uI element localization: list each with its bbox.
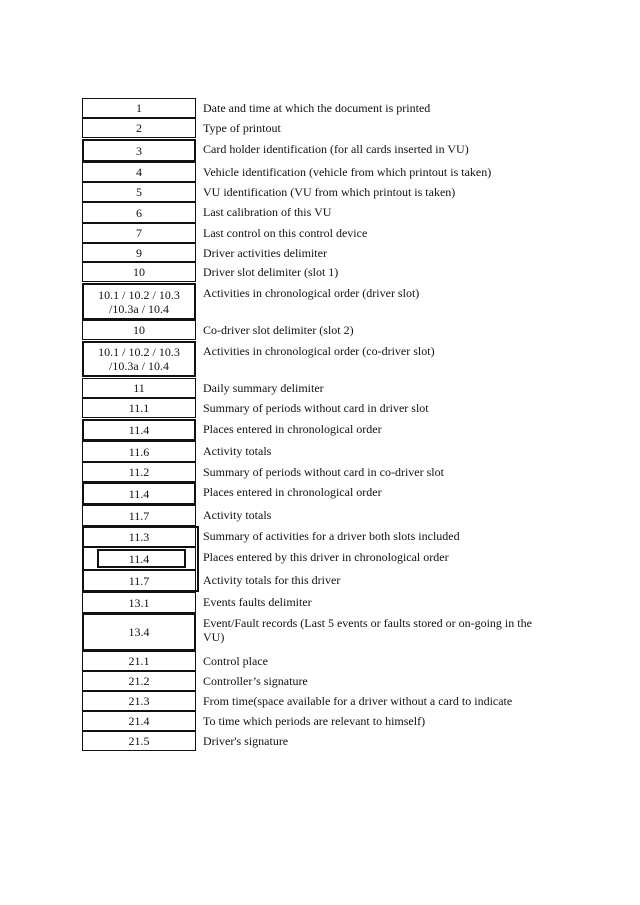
item-code-cell: 10.1 / 10.2 / 10.3 /10.3a / 10.4 <box>82 283 196 320</box>
item-code-cell: 11.4 <box>82 482 196 505</box>
item-description: Activity totals <box>203 508 272 522</box>
table-row <box>82 341 562 377</box>
item-code-cell: 11.4 <box>82 547 196 570</box>
item-description: Driver activities delimiter <box>203 246 327 260</box>
driver-summary-group-frame <box>82 526 199 592</box>
item-description: Places entered in chronological order <box>203 422 382 436</box>
table-row <box>82 262 562 282</box>
item-description: Type of printout <box>203 121 281 135</box>
table-row <box>82 223 562 243</box>
item-description: Date and time at which the document is printed <box>203 101 431 115</box>
table-row <box>82 441 562 462</box>
item-code-cell: 11.3 <box>82 526 196 547</box>
item-code-cell: 3 <box>82 139 196 162</box>
table-row <box>82 613 562 651</box>
item-description: Event/Fault records (Last 5 events or faults stored or on-going in the VU) <box>203 616 532 644</box>
table-row <box>82 139 562 162</box>
table-row <box>82 651 562 671</box>
item-description: Driver slot delimiter (slot 1) <box>203 265 339 279</box>
item-description: Last calibration of this VU <box>203 205 332 219</box>
item-code-cell: 10.1 / 10.2 / 10.3 /10.3a / 10.4 <box>82 341 196 377</box>
item-code-cell: 21.1 <box>82 651 196 671</box>
item-description: Activity totals for this driver <box>203 573 341 587</box>
item-description: Places entered by this driver in chronological order <box>203 550 449 564</box>
table-row <box>82 711 562 731</box>
item-code-cell: 11.4 <box>82 419 196 441</box>
table-row <box>82 283 562 320</box>
table-row <box>82 202 562 223</box>
item-code-cell: 21.4 <box>82 711 196 731</box>
item-code-cell: 13.4 <box>82 613 196 651</box>
table-row <box>82 592 562 613</box>
item-description: Card holder identification (for all cards inserted in VU) <box>203 142 469 156</box>
item-code-cell: 11.7 <box>82 505 196 526</box>
item-description: From time(space available for a driver without a card to indicate <box>203 694 513 708</box>
table-row <box>82 162 562 182</box>
table-row <box>82 462 562 482</box>
table-row <box>82 320 562 340</box>
table-row <box>82 482 562 505</box>
item-description: Activities in chronological order (co-driver slot) <box>203 344 435 358</box>
item-code-cell: 2 <box>82 118 196 138</box>
table-row <box>82 243 562 262</box>
item-description: Controller’s signature <box>203 674 308 688</box>
item-code-cell: 11.2 <box>82 462 196 482</box>
item-description: Places entered in chronological order <box>203 485 382 499</box>
item-code-cell: 11.6 <box>82 441 196 462</box>
item-description: Events faults delimiter <box>203 595 312 609</box>
item-description: Driver's signature <box>203 734 289 748</box>
item-code-cell: 6 <box>82 202 196 223</box>
item-description: Summary of activities for a driver both slots included <box>203 529 460 543</box>
item-description: Daily summary delimiter <box>203 381 324 395</box>
item-code-cell: 21.5 <box>82 731 196 751</box>
item-code-cell: 11.1 <box>82 398 196 418</box>
table-row <box>82 98 562 118</box>
item-description: Control place <box>203 654 268 668</box>
item-description: Vehicle identification (vehicle from which printout is taken) <box>203 165 492 179</box>
item-code-cell: 1 <box>82 98 196 118</box>
item-description: Summary of periods without card in driver slot <box>203 401 429 415</box>
table-row <box>82 419 562 441</box>
item-description: To time which periods are relevant to himself) <box>203 714 426 728</box>
item-code-cell: 11 <box>82 378 196 398</box>
item-code-cell: 10 <box>82 320 196 340</box>
item-code-cell: 5 <box>82 182 196 202</box>
item-description: VU identification (VU from which printout is taken) <box>203 185 456 199</box>
item-description: Co-driver slot delimiter (slot 2) <box>203 323 354 337</box>
table-row <box>82 118 562 138</box>
table-row <box>82 182 562 202</box>
item-code-cell: 10 <box>82 262 196 282</box>
table-row <box>82 691 562 711</box>
item-code-cell: 7 <box>82 223 196 243</box>
item-code-cell: 21.2 <box>82 671 196 691</box>
item-code-cell: 11.7 <box>82 570 196 591</box>
table-row <box>82 398 562 418</box>
item-code-cell: 4 <box>82 162 196 182</box>
table-row <box>82 671 562 691</box>
item-code-cell: 21.3 <box>82 691 196 711</box>
item-description: Summary of periods without card in co-driver slot <box>203 465 444 479</box>
table-row <box>82 731 562 751</box>
item-description: Last control on this control device <box>203 226 368 240</box>
item-description: Activity totals <box>203 444 272 458</box>
item-code-cell: 13.1 <box>82 592 196 613</box>
table-row <box>82 378 562 398</box>
item-code-cell: 9 <box>82 243 196 262</box>
item-description: Activities in chronological order (driver slot) <box>203 286 420 300</box>
table-row <box>82 505 562 526</box>
